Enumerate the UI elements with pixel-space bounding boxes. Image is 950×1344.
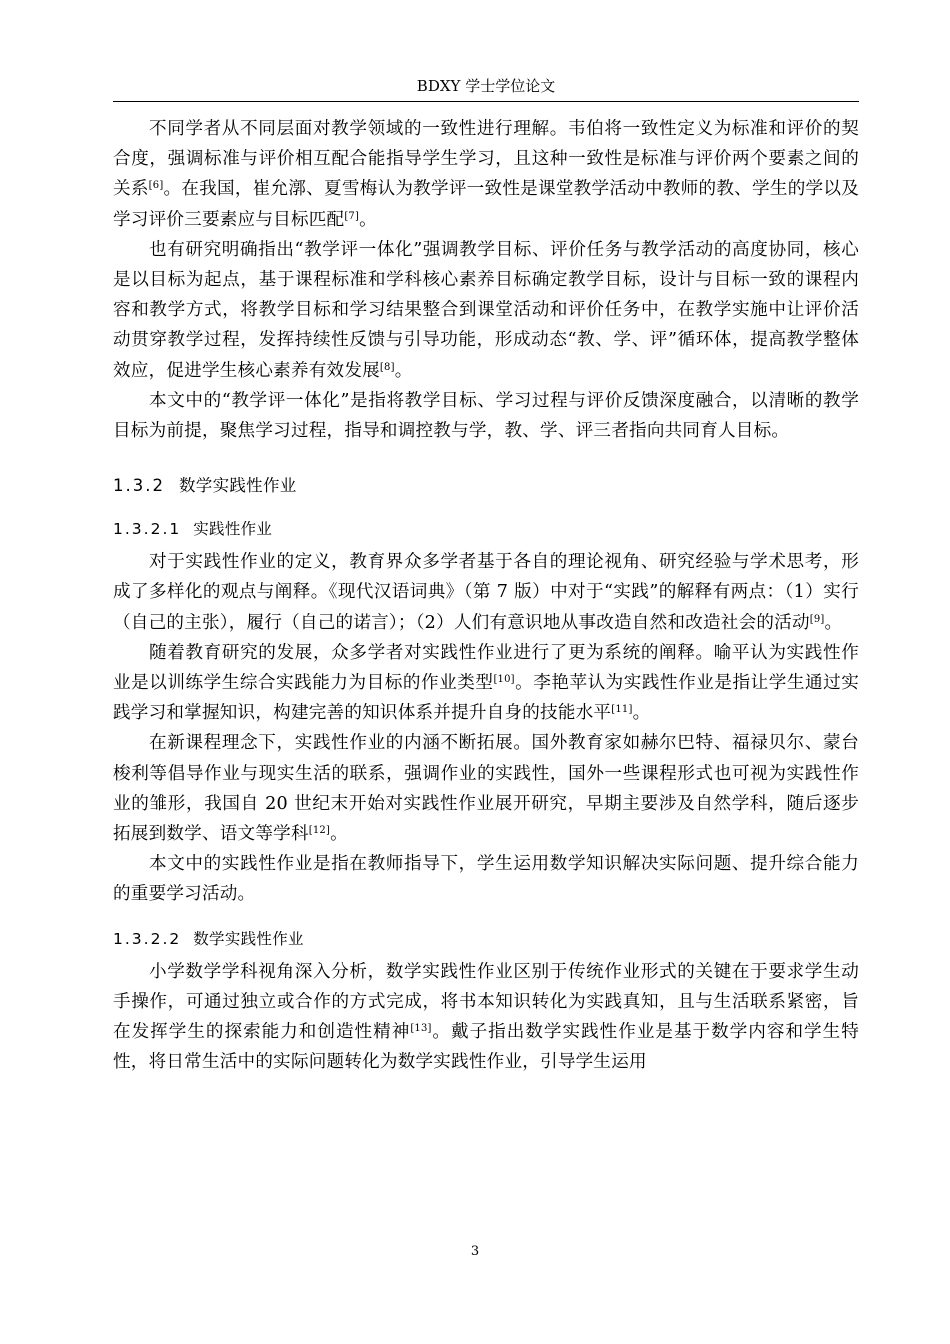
page-number: 3: [470, 1244, 480, 1259]
citation: [8]: [379, 361, 395, 373]
paragraph: [113, 728, 859, 849]
paragraph-text: 。: [394, 360, 413, 381]
paragraph-text: 。: [359, 209, 377, 230]
citation: [6]: [148, 180, 164, 192]
running-header: BDXY 学士学位论文: [416, 77, 556, 95]
paragraph-text: 小学数学学科视角深入分析，数学实践性作业区别于传统作业形式的关键在于要求学生动手操作，可通过独立或合作的方式完成，将书本知识转化为实践真知，且与生活联系紧密，旨在发挥学生的探索能力和创造性精神: [113, 961, 859, 1043]
page-body: [113, 114, 859, 1077]
citation: [12]: [308, 825, 331, 837]
subsection-title: 数学实践性作业: [193, 929, 304, 948]
subsection-number: 1.3.2.1: [113, 520, 182, 539]
subsection-title: 实践性作业: [193, 520, 273, 539]
paragraph: [113, 386, 859, 446]
paragraph-text: 随着教育研究的发展，众多学者对实践性作业进行了更为系统的阐释。喻平认为实践性作业是以训练学生综合实践能力为目标的作业类型: [113, 642, 859, 694]
paragraph: [113, 849, 859, 909]
section-title: 数学实践性作业: [178, 476, 297, 496]
paragraph-text: 。: [330, 824, 348, 845]
paragraph-text: 不同学者从不同层面对教学领域的一致性进行理解。韦伯将一致性定义为标准和评价的契合度，强调标准与评价相互配合能指导学生学习，且这种一致性是标准与评价两个要素之间的关系: [113, 119, 859, 200]
paragraph-text: 。在我国，崔允漷、夏雪梅认为教学评一致性是课堂教学活动中教师的教、学生的学以及学习评价三要素应与目标匹配: [113, 179, 859, 230]
paragraph-text: 对于实践性作业的定义，教育界众多学者基于各自的理论视角、研究经验与学术思考，形成了多样化的观点与阐释。《现代汉语词典》（第 7 版）中对于“实践”的解释有两点：（1）实行（自己的主张），履行（自己的诺言）；（2）人们有意识地从事改造自然和改造社会的活动: [113, 552, 859, 633]
paragraph-text: 。李艳苹认为实践性作业是指让学生通过实践学习和掌握知识，构建完善的知识体系并提升自身的技能水平: [113, 673, 859, 724]
paragraph-text: 。: [824, 612, 843, 633]
citation: [13]: [410, 1023, 432, 1035]
paragraph: [113, 638, 859, 729]
paragraph: [113, 957, 859, 1078]
paragraph-text: 在新课程理念下，实践性作业的内涵不断拓展。国外教育家如赫尔巴特、福禄贝尔、蒙台梭利等倡导作业与现实生活的联系，强调作业的实践性，国外一些课程形式也可视为实践性作业的雏形，我国自 20 世纪末开始对实践性作业展开研究，早期主要涉及自然学科，随后逐步拓展到数学、语文等学科: [113, 733, 859, 845]
paragraph-text: 。戴子指出数学实践性作业是基于数学内容和学生特性，将日常生活中的实际问题转化为数学实践性作业，引导学生运用: [113, 1022, 860, 1073]
paragraph-text: 本文中的“教学评一体化”是指将教学目标、学习过程与评价反馈深度融合，以清晰的教学目标为前提，聚焦学习过程，指导和调控教与学，教、学、评三者指向共同育人目标。: [113, 390, 859, 442]
citation: [7]: [344, 210, 360, 222]
subsection-heading: [113, 517, 859, 541]
header-rule: [113, 101, 859, 102]
citation: [11]: [611, 704, 633, 716]
paragraph: [113, 235, 859, 386]
subsection-heading: [113, 927, 859, 951]
section-number: 1.3.2: [113, 476, 165, 496]
paragraph-text: 本文中的实践性作业是指在教师指导下，学生运用数学知识解决实际问题、提升综合能力的重要学习活动。: [113, 854, 859, 905]
citation: [9]: [809, 613, 825, 625]
paragraph-text: 。: [632, 703, 651, 724]
section-heading: [113, 474, 859, 498]
paragraph: [113, 547, 859, 638]
paragraph: [113, 114, 859, 235]
subsection-number: 1.3.2.2: [113, 929, 182, 948]
paragraph-text: 也有研究明确指出“教学评一体化”强调教学目标、评价任务与教学活动的高度协同，核心是以目标为起点，基于课程标准和学科核心素养目标确定教学目标，设计与目标一致的课程内容和教学方式，将教学目标和学习结果整合到课堂活动和评价任务中，在教学实施中让评价活动贯穿教学过程，发挥持续性反馈与引导功能，形成动态“教、学、评”循环体，提高教学整体效应，促进学生核心素养有效发展: [113, 239, 859, 381]
citation: [10]: [493, 674, 515, 686]
